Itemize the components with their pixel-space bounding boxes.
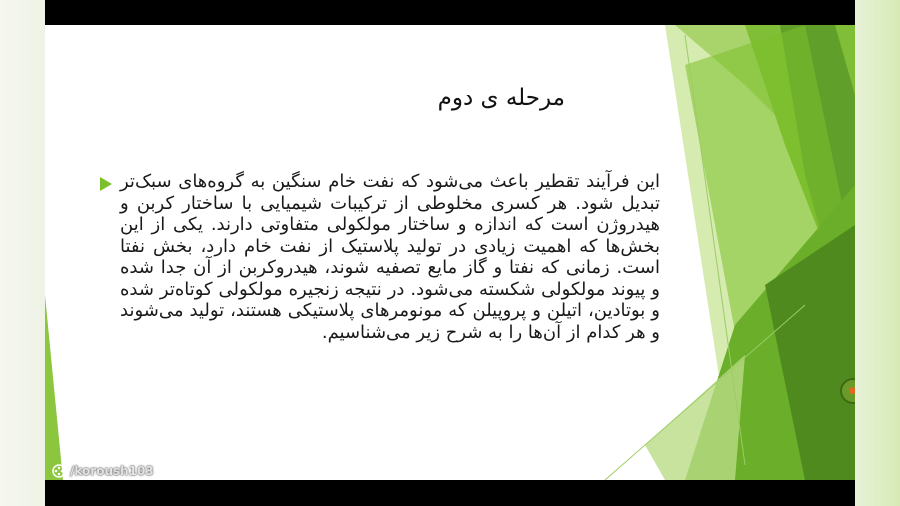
presentation-slide [45,25,855,480]
video-reel-icon [52,464,66,478]
channel-watermark [52,463,154,479]
right-bottom-light-shard [645,355,745,480]
triangle-bullet-icon [100,177,112,191]
left-frame-margin [0,0,45,506]
bottom-letterbox [45,480,855,506]
right-frame-margin [855,0,900,506]
bullet-paragraph [100,171,660,431]
watermark-text: /koroush103 [70,464,154,478]
slide-title: مرحله ی دوم [437,85,565,111]
left-green-shard [45,295,63,480]
slide-body-text: این فرآیند تقطیر باعث می‌شود که نفت خام سنگین به گروه‌های سبک‌تر تبدیل شود. هر کسری مخلوطی از ترکیبات شیمیایی با ساختار کربن و هیدروژن است که اندازه و ساختار مولکولی متفاوتی دارند. یکی از این بخش‌ها که اهمیت زیادی در تولید پلاستیک از نفت خام دارد، بخش نفتا است. زمانی که نفتا و گاز مایع تصفیه شوند، هیدروکربن از آن جدا شده و پیوند مولکولی شکسته می‌شود. در نتیجه زنجیره مولکولی کوتاه‌تر شده و بوتادین، اتیلن و پروپیلن که مونومرهای پلاستیکی هستند، تولید می‌شوند و هر کدام از آن‌ها را به شرح زیر می‌شناسیم. [120,171,660,343]
